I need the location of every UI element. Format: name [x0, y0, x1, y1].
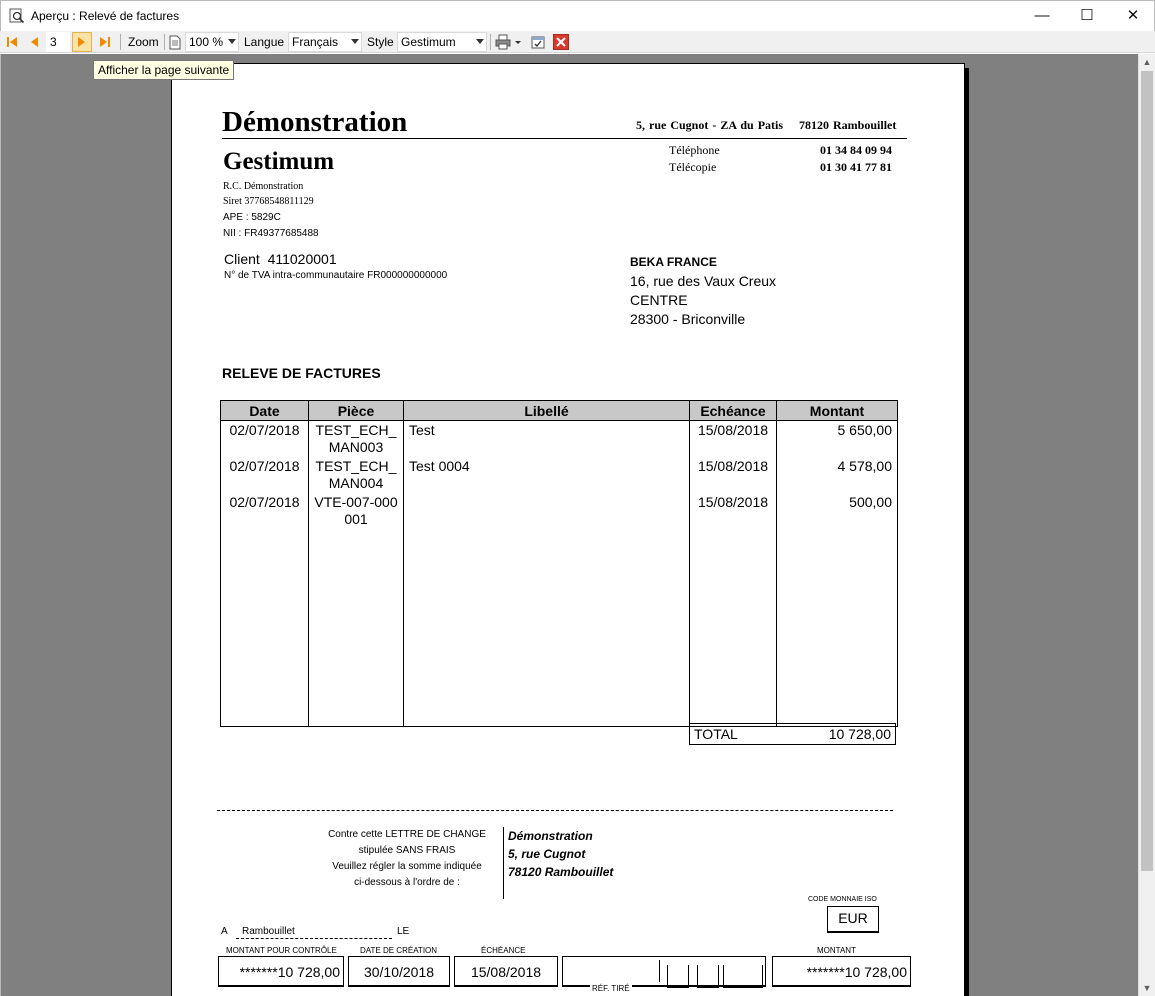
label-montant-controle: MONTANT POUR CONTRÔLE [226, 946, 337, 955]
nii-line: NII : FR49377685488 [223, 228, 319, 239]
cell-montant: 500,00 [777, 493, 898, 529]
print-button[interactable] [495, 32, 521, 52]
client-code: Client 411020001 [224, 251, 337, 267]
langue-label: Langue [244, 35, 285, 49]
export-icon [530, 34, 546, 50]
cell-piece: TEST_ECH_MAN004 [309, 457, 404, 493]
echeance-box: 15/08/2018 [454, 956, 558, 987]
drawee-street: 5, rue Cugnot [508, 847, 586, 861]
cell-libelle: Test [404, 421, 690, 458]
company-address: 5, rue Cugnot - ZA du Patis 78120 Rambouillet [636, 118, 897, 132]
iso-currency: EUR [827, 906, 879, 933]
divider [503, 827, 504, 899]
next-page-tooltip: Afficher la page suivante [93, 60, 234, 80]
col-piece: Pièce [309, 401, 404, 421]
title-bar [0, 0, 1155, 31]
cell-date: 02/07/2018 [221, 421, 309, 458]
siret-line: Siret 37768548811129 [223, 196, 314, 207]
export-button[interactable] [530, 32, 546, 52]
cell-date: 02/07/2018 [221, 493, 309, 529]
chevron-down-icon [351, 39, 359, 44]
cell-echeance: 15/08/2018 [690, 421, 777, 458]
montant-box: *******10 728,00 [772, 956, 911, 987]
bill-of-exchange-text [317, 827, 497, 891]
printer-icon [495, 34, 521, 50]
lettre-line: Veuillez régler la somme indiquée [332, 861, 482, 872]
close-preview-button[interactable] [553, 32, 569, 52]
place-city: Rambouillet [242, 926, 295, 937]
cell-montant: 5 650,00 [777, 421, 898, 458]
langue-select[interactable] [288, 32, 362, 52]
cell-echeance: 15/08/2018 [690, 457, 777, 493]
total-label: TOTAL [694, 726, 738, 742]
ape-line: APE : 5829C [223, 212, 281, 223]
close-icon [553, 34, 569, 50]
col-date: Date [221, 401, 309, 421]
cell-libelle [404, 493, 690, 529]
invoice-table [220, 400, 897, 727]
cut-line [217, 810, 893, 811]
header-rule [222, 138, 907, 139]
cell-echeance: 15/08/2018 [690, 493, 777, 529]
vertical-scrollbar[interactable] [1138, 54, 1155, 996]
ref-tire-label: RÉF. TIRÉ [592, 984, 630, 993]
montant-controle-box: *******10 728,00 [218, 956, 344, 987]
last-page-icon [99, 35, 111, 49]
cell-libelle: Test 0004 [404, 457, 690, 493]
maximize-button[interactable]: ☐ [1080, 7, 1094, 24]
drawee-name: Démonstration [508, 829, 593, 843]
style-value: Gestimum [401, 35, 456, 49]
recipient-name: BEKA FRANCE [630, 255, 717, 269]
preview-toolbar [0, 31, 1155, 53]
minimize-button[interactable]: — [1034, 7, 1050, 24]
toolbar-separator [164, 34, 165, 50]
drawee-city: 78120 Rambouillet [508, 865, 614, 879]
col-echeance: Echéance [690, 401, 777, 421]
first-page-icon [6, 35, 18, 49]
cell-piece: TEST_ECH_MAN003 [309, 421, 404, 458]
tva-number: N° de TVA intra-communautaire FR000000000000 [224, 270, 448, 281]
ref-tire-box [562, 956, 766, 987]
chevron-down-icon [228, 39, 236, 44]
scroll-down-icon[interactable]: ▼ [1142, 983, 1152, 993]
page-number-input[interactable] [46, 32, 70, 52]
zoom-value: 100 % [189, 35, 224, 49]
total-value: 10 728,00 [828, 726, 891, 742]
scroll-up-icon[interactable]: ▲ [1142, 57, 1152, 67]
style-select[interactable] [397, 32, 487, 52]
cell-piece: VTE-007-000001 [309, 493, 404, 529]
chevron-down-icon [476, 39, 484, 44]
table-row [221, 493, 898, 529]
toolbar-separator [120, 34, 121, 50]
last-page-button[interactable] [95, 32, 115, 52]
cell-montant: 4 578,00 [777, 457, 898, 493]
zoom-select[interactable] [185, 32, 239, 52]
table-row [221, 457, 898, 493]
scroll-thumb[interactable] [1141, 71, 1153, 871]
recipient-region: CENTRE [630, 292, 688, 308]
next-page-icon [77, 35, 87, 49]
cell-date: 02/07/2018 [221, 457, 309, 493]
total-box [689, 723, 896, 745]
phone-value: 01 34 84 09 94 [820, 143, 892, 157]
zoom-label: Zoom [128, 35, 159, 49]
company-name: Démonstration [222, 106, 408, 138]
window-title: Aperçu : Relevé de factures [31, 9, 180, 23]
document-page [171, 63, 965, 996]
lettre-line: Contre cette LETTRE DE CHANGE [328, 829, 486, 840]
style-label: Style [367, 35, 394, 49]
table-filler [221, 529, 898, 726]
fax-label: Télécopie [669, 160, 717, 174]
document-title: RELEVE DE FACTURES [222, 365, 381, 381]
table-row [221, 421, 898, 458]
first-page-button[interactable] [2, 32, 22, 52]
col-montant: Montant [777, 401, 898, 421]
close-window-button[interactable]: ✕ [1126, 7, 1140, 24]
toolbar-separator [490, 34, 491, 50]
place-label: A [221, 926, 228, 937]
phone-label: Téléphone [669, 143, 720, 157]
brand-name: Gestimum [223, 148, 335, 175]
date-creation-box: 30/10/2018 [348, 956, 450, 987]
previous-page-icon [29, 35, 39, 49]
rc-line: R.C. Démonstration [223, 181, 304, 192]
next-page-button[interactable] [72, 32, 92, 52]
fax-value: 01 30 41 77 81 [820, 160, 892, 174]
col-libelle: Libellé [404, 401, 690, 421]
preview-icon [9, 8, 25, 24]
label-echeance: ÉCHÉANCE [481, 946, 526, 955]
drawee-address [508, 827, 613, 881]
recipient-city: 28300 - Briconville [630, 311, 746, 327]
lettre-line: ci-dessous à l'ordre de : [354, 877, 460, 888]
place-underline [236, 938, 392, 939]
label-date-creation: DATE DE CRÉATION [360, 946, 438, 955]
iso-label: CODE MONNAIE ISO [808, 896, 877, 903]
recipient-street: 16, rue des Vaux Creux [630, 273, 777, 289]
previous-page-button[interactable] [24, 32, 44, 52]
page-icon [169, 32, 181, 52]
label-montant: MONTANT [817, 946, 856, 955]
date-label: LE [397, 926, 410, 937]
lettre-line: stipulée SANS FRAIS [358, 845, 456, 856]
recipient-address [630, 253, 776, 329]
langue-value: Français [292, 35, 339, 49]
